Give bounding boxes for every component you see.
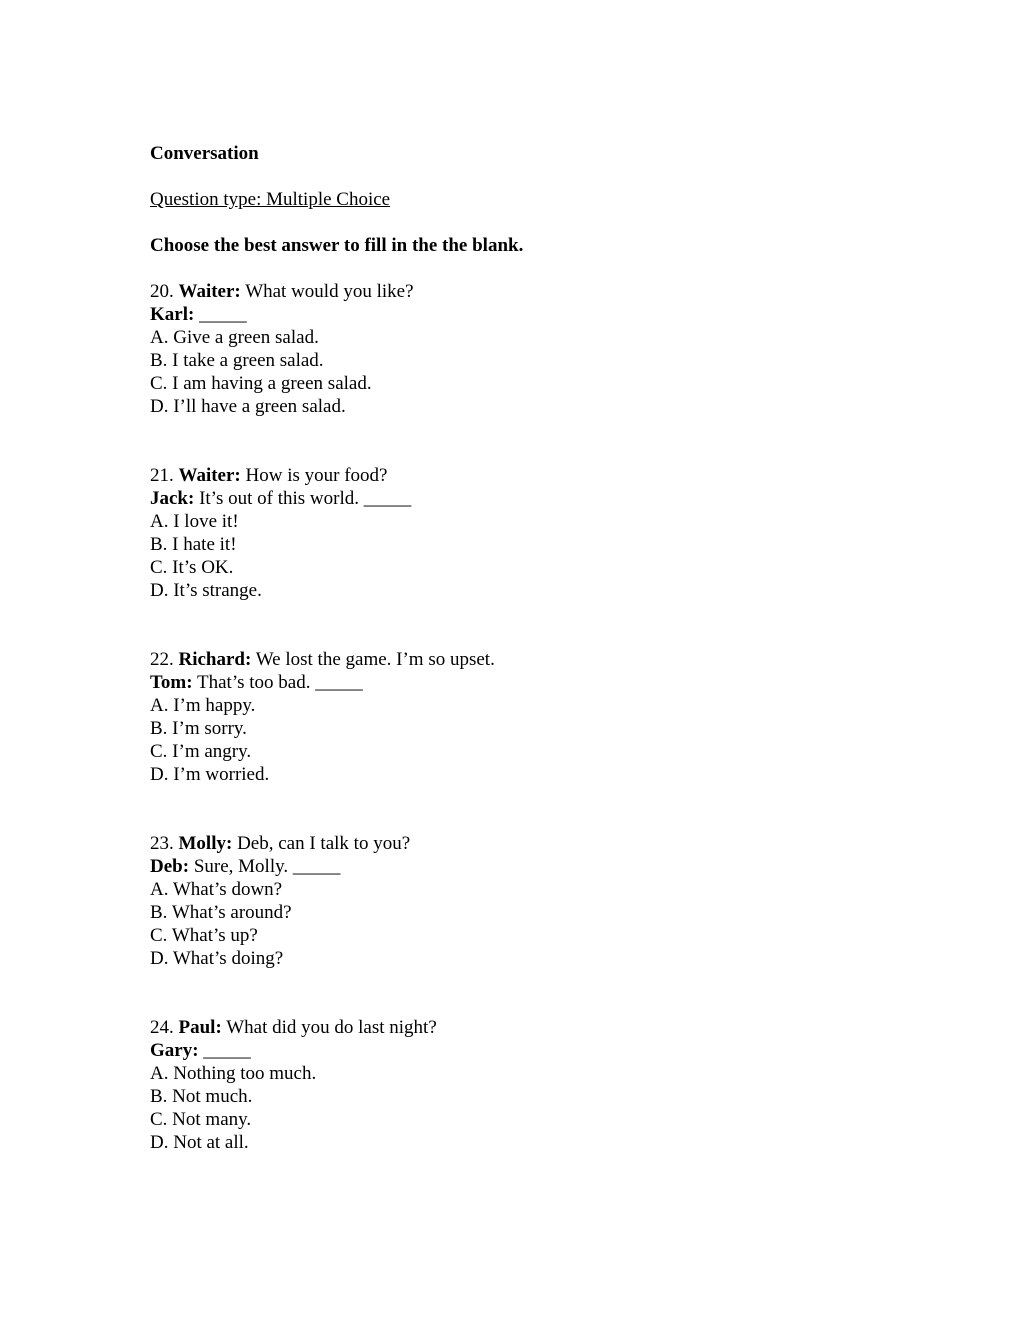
speaker-name: Waiter: — [178, 281, 241, 302]
option-c: C. I am having a green salad. — [150, 373, 372, 394]
question-number: 21. — [150, 465, 174, 486]
option-d: D. I’m worried. — [150, 764, 270, 785]
question-number: 22. — [150, 649, 174, 670]
question-21 — [150, 464, 910, 602]
question-number: 23. — [150, 833, 174, 854]
prompt-text: How is your food? — [245, 465, 388, 486]
question-22 — [150, 648, 910, 786]
prompt-line — [150, 1016, 910, 1039]
response-text: _____ — [199, 304, 247, 325]
response-text: That’s too bad. _____ — [197, 672, 363, 693]
speaker-name: Gary: — [150, 1040, 199, 1061]
speaker-name: Molly: — [178, 833, 233, 854]
option-a: A. I’m happy. — [150, 695, 256, 716]
speaker-name: Waiter: — [178, 465, 241, 486]
response-line — [150, 1039, 910, 1062]
question-number: 20. — [150, 281, 174, 302]
option-b: B. I’m sorry. — [150, 718, 247, 739]
option-a: A. What’s down? — [150, 879, 283, 900]
prompt-text: We lost the game. I’m so upset. — [255, 649, 495, 670]
document-title: Conversation — [150, 143, 259, 164]
option-b: B. Not much. — [150, 1086, 253, 1107]
option-c: C. Not many. — [150, 1109, 252, 1130]
response-line — [150, 671, 910, 694]
response-text: Sure, Molly. _____ — [193, 856, 341, 877]
option-d: D. What’s doing? — [150, 948, 284, 969]
question-type-label: Question type: Multiple Choice — [150, 189, 391, 210]
response-line — [150, 487, 910, 510]
option-a: A. Nothing too much. — [150, 1063, 317, 1084]
speaker-name: Jack: — [150, 488, 195, 509]
speaker-name: Tom: — [150, 672, 193, 693]
option-c: C. What’s up? — [150, 925, 258, 946]
option-b: B. I take a green salad. — [150, 350, 324, 371]
response-text: It’s out of this world. _____ — [199, 488, 412, 509]
question-24 — [150, 1016, 910, 1154]
speaker-name: Karl: — [150, 304, 195, 325]
instructions: Choose the best answer to fill in the the blank. — [150, 235, 524, 256]
prompt-text: What did you do last night? — [226, 1017, 437, 1038]
option-b: B. What’s around? — [150, 902, 292, 923]
speaker-name: Paul: — [178, 1017, 222, 1038]
document-page — [150, 142, 910, 1154]
response-line — [150, 303, 910, 326]
prompt-line — [150, 648, 910, 671]
option-d: D. Not at all. — [150, 1132, 249, 1153]
response-line — [150, 855, 910, 878]
option-b: B. I hate it! — [150, 534, 237, 555]
prompt-line — [150, 832, 910, 855]
option-c: C. It’s OK. — [150, 557, 234, 578]
speaker-name: Richard: — [178, 649, 252, 670]
prompt-text: What would you like? — [245, 281, 414, 302]
option-c: C. I’m angry. — [150, 741, 252, 762]
prompt-line — [150, 464, 910, 487]
option-a: A. I love it! — [150, 511, 239, 532]
question-23 — [150, 832, 910, 970]
response-text: _____ — [203, 1040, 251, 1061]
speaker-name: Deb: — [150, 856, 190, 877]
option-d: D. It’s strange. — [150, 580, 262, 601]
question-20 — [150, 280, 910, 418]
option-d: D. I’ll have a green salad. — [150, 396, 346, 417]
option-a: A. Give a green salad. — [150, 327, 319, 348]
question-number: 24. — [150, 1017, 174, 1038]
prompt-text: Deb, can I talk to you? — [237, 833, 411, 854]
prompt-line — [150, 280, 910, 303]
